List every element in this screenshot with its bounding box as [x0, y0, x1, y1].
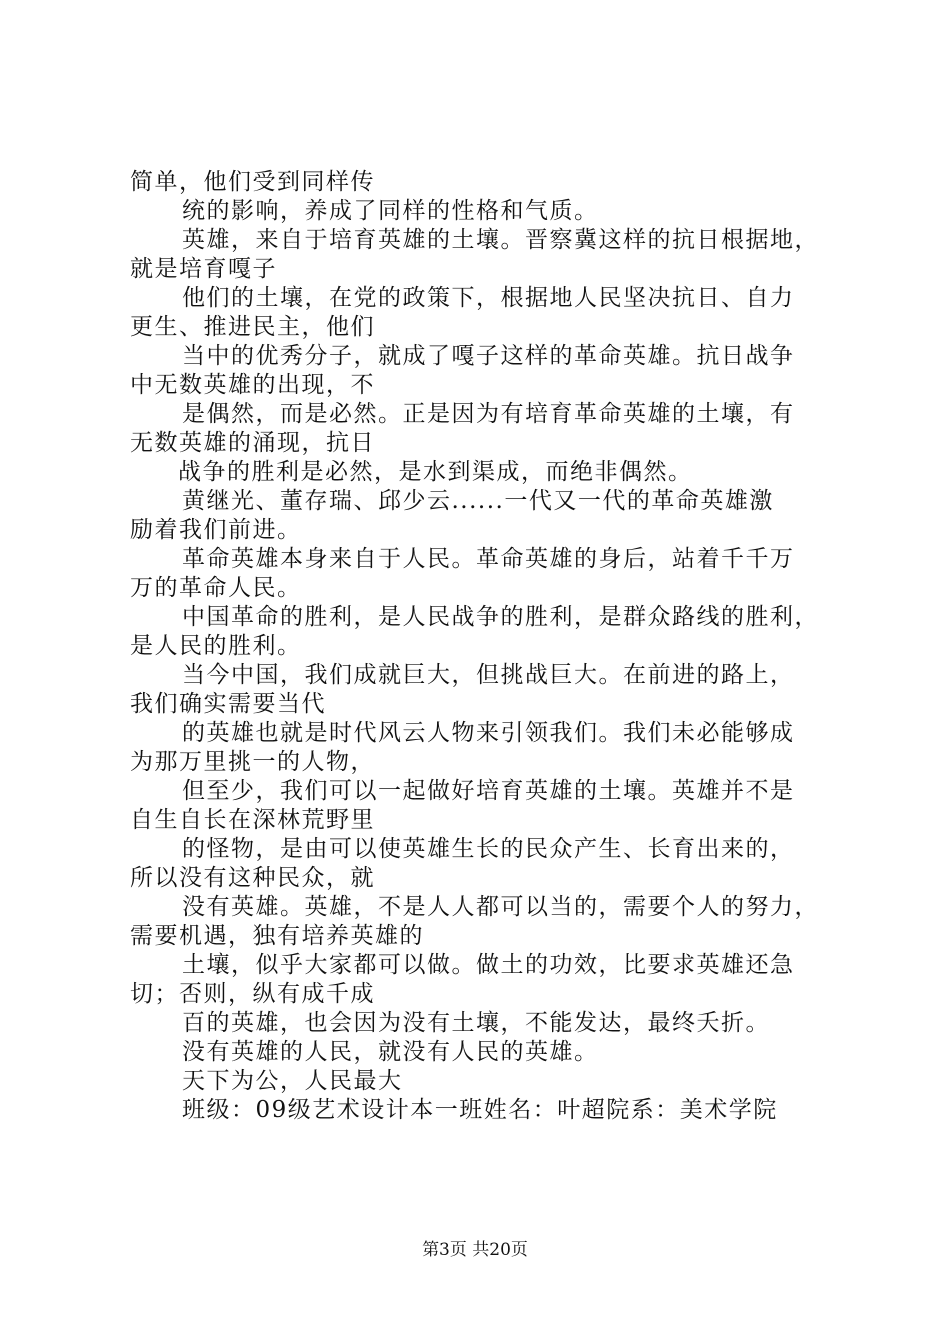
text-line: 我们确实需要当代 [130, 691, 326, 717]
text-line: 无数英雄的涌现，抗日 [130, 430, 375, 456]
text-line: 万的革命人民。 [130, 575, 302, 601]
text-line: 班级：09级艺术设计本一班姓名：叶超院系：美术学院 [182, 1097, 778, 1123]
text-line: 就是培育嘎子 [130, 256, 277, 282]
text-line: 百的英雄，也会因为没有土壤，不能发达，最终夭折。 [182, 1010, 770, 1036]
text-line: 没有英雄的人民，就没有人民的英雄。 [182, 1039, 599, 1065]
text-line: 天下为公，人民最大 [182, 1068, 403, 1094]
text-line: 黄继光、董存瑞、邱少云......一代又一代的革命英雄激 [182, 488, 774, 514]
text-line: 为那万里挑一的人物， [130, 749, 375, 775]
text-line: 当今中国，我们成就巨大，但挑战巨大。在前进的路上， [182, 662, 795, 688]
text-line: 的怪物，是由可以使英雄生长的民众产生、长育出来的， [182, 836, 795, 862]
text-line: 他们的土壤，在党的政策下，根据地人民坚决抗日、自力 [182, 285, 795, 311]
text-line: 中国革命的胜利，是人民战争的胜利，是群众路线的胜利， [182, 604, 819, 630]
document-body [130, 168, 850, 1125]
text-line: 没有英雄。英雄，不是人人都可以当的，需要个人的努力， [182, 894, 819, 920]
text-line: 英雄，来自于培育英雄的土壤。晋察冀这样的抗日根据地， [182, 227, 819, 253]
page-footer: 第3页 共20页 [422, 1240, 528, 1260]
text-line: 革命英雄本身来自于人民。革命英雄的身后，站着千千万 [182, 546, 795, 572]
text-line: 简单，他们受到同样传 [130, 169, 375, 195]
text-line: 自生自长在深林荒野里 [130, 807, 375, 833]
text-line: 战争的胜利是必然，是水到渠成，而绝非偶然。 [178, 459, 693, 485]
text-line: 切；否则，纵有成千成 [130, 981, 375, 1007]
text-line: 土壤，似乎大家都可以做。做土的功效，比要求英雄还急 [182, 952, 795, 978]
text-line: 更生、推进民主，他们 [130, 314, 375, 340]
text-line: 当中的优秀分子，就成了嘎子这样的革命英雄。抗日战争 [182, 343, 795, 369]
text-line: 统的影响，养成了同样的性格和气质。 [182, 198, 599, 224]
text-line: 励着我们前进。 [130, 517, 302, 543]
text-line: 所以没有这种民众，就 [130, 865, 375, 891]
text-line: 需要机遇，独有培养英雄的 [130, 923, 424, 949]
text-line: 是人民的胜利。 [130, 633, 302, 659]
text-line: 的英雄也就是时代风云人物来引领我们。我们未必能够成 [182, 720, 795, 746]
text-line: 中无数英雄的出现，不 [130, 372, 375, 398]
text-line: 但至少，我们可以一起做好培育英雄的土壤。英雄并不是 [182, 778, 795, 804]
text-line: 是偶然，而是必然。正是因为有培育革命英雄的土壤，有 [182, 401, 795, 427]
